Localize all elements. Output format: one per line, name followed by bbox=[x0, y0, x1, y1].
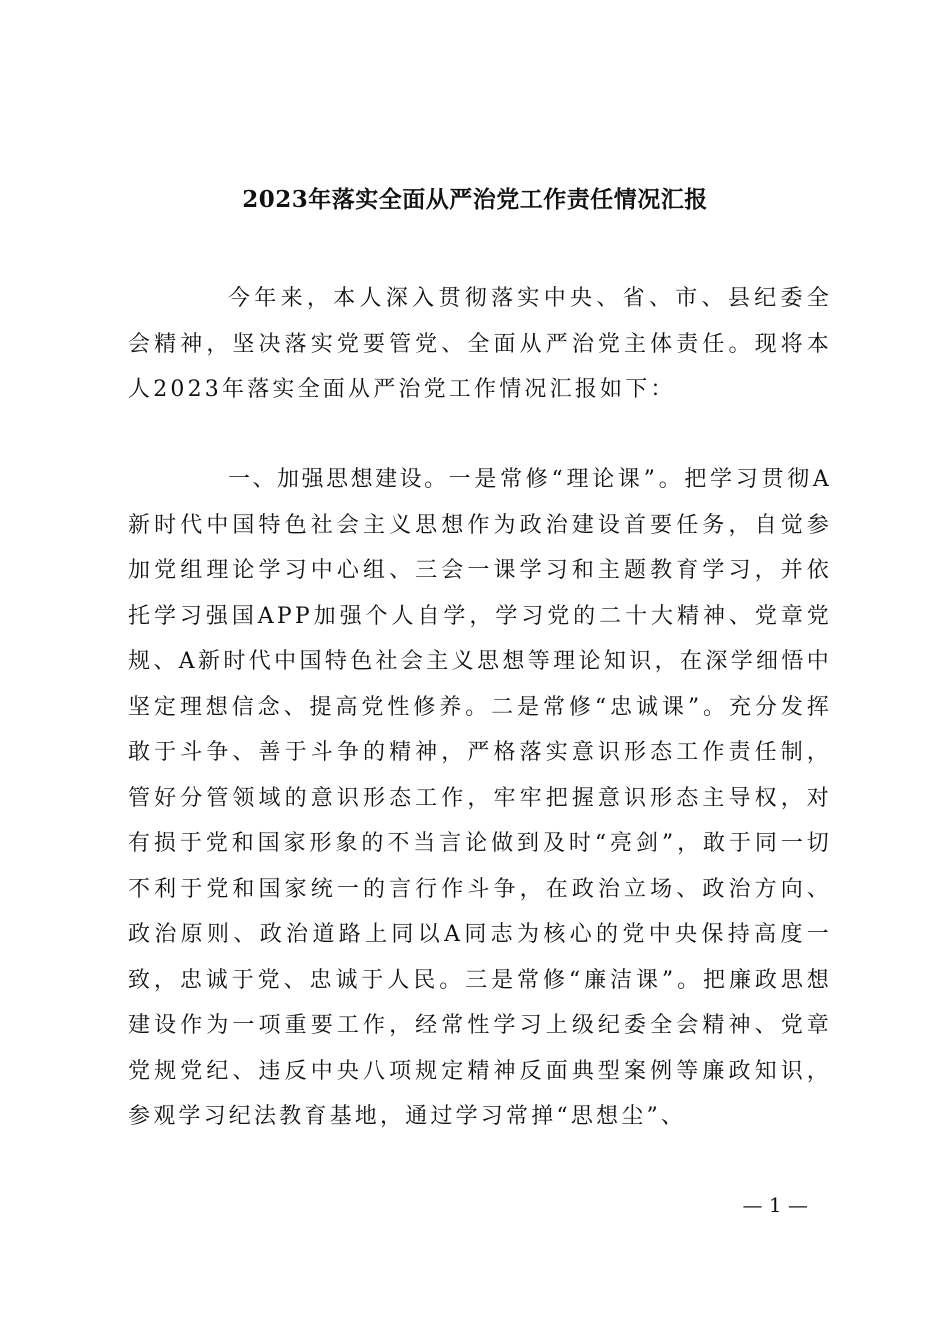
section-body: 一是常修“理论课”。把学习贯彻A新时代中国特色社会主义思想作为政治建设首要任务，自觉参加党组理论学习中心组、三会一课学习和主题教育学习，并依托学习强国APP加强个人自学，学习党的二十大精神、党章党规、A新时代中国特色社会主义思想等理论知识，在深学细悟中坚定理想信念、提高党性修养。二是常修“忠诚课”。充分发挥敢于斗争、善于斗争的精神，严格落实意识形态工作责任制，管好分管领域的意识形态工作，牢牢把握意识形态主导权，对有损于党和国家形象的不当言论做到及时“亮剑”，敢于同一切不利于党和国家统一的言行作斗争，在政治立场、政治方向、政治原则、政治道路上同以A同志为核心的党中央保持高度一致，忠诚于党、忠诚于人民。三是常修“廉洁课”。把廉政思想建设作为一项重要工作，经常性学习上级纪委全会精神、党章党规党纪、违反中央八项规定精神反面典型案例等廉政知识，参观学习纪法教育基地，通过学习常掸“思想尘”、 bbox=[128, 467, 832, 1129]
page-number: — 1 — bbox=[742, 1193, 808, 1217]
intro-paragraph: 今年来，本人深入贯彻落实中央、省、市、县纪委全会精神，坚决落实党要管党、全面从严治党主体责任。现将本人2023年落实全面从严治党工作情况汇报如下： bbox=[128, 286, 832, 402]
document-title: 2023年落实全面从严治党工作责任情况汇报 bbox=[242, 186, 708, 213]
section-paragraph bbox=[128, 457, 832, 1140]
section-heading: 一、加强思想建设。 bbox=[228, 467, 449, 492]
